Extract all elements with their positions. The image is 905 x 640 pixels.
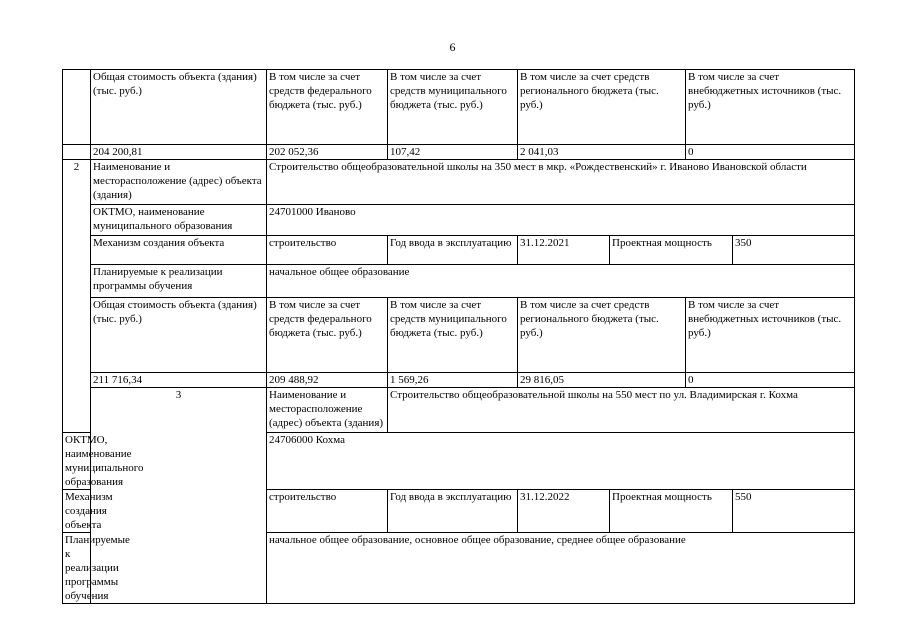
object3-programs: начальное общее образование, основное общее образование, среднее общее образование [267,533,855,604]
cost-regional-header: В том числе за счет средств регионального бюджета (тыс. руб.) [518,70,686,145]
commission-year-label: Год ввода в эксплуатацию [388,490,518,533]
object3-number: 3 [91,388,267,604]
object2-commission-date: 31.12.2021 [518,236,610,265]
cost-federal-header: В том числе за счет средств федерального бюджета (тыс. руб.) [267,298,388,373]
cost-total-header: Общая стоимость объекта (здания) (тыс. руб.) [91,298,267,373]
cost-municipal-value: 107,42 [388,145,518,160]
object2-oktmo: 24701000 Иваново [267,205,855,236]
object2-mechanism: строительство [267,236,388,265]
object3-name: Строительство общеобразовательной школы на 550 мест по ул. Владимирская г. Кохма [388,388,855,433]
oktmo-label: ОКТМО, наименование муниципального образования [63,433,91,490]
cost-regional-header: В том числе за счет средств регионального бюджета (тыс. руб.) [518,298,686,373]
object3-oktmo: 24706000 Кохма [267,433,855,490]
object2-capacity: 350 [733,236,855,265]
row-number-cell [63,145,91,160]
mechanism-label: Механизм создания объекта [63,490,91,533]
cost-municipal-value: 1 569,26 [388,373,518,388]
cost-total-value: 204 200,81 [91,145,267,160]
object2-number: 2 [63,160,91,433]
object2-programs: начальное общее образование [267,265,855,298]
objects-table [62,69,855,604]
object2-mechanism-row [63,236,855,265]
row-number-cell [63,70,91,145]
programs-label: Планируемые к реализации программы обучения [91,265,267,298]
object3-name-row [63,388,855,433]
object2-name: Строительство общеобразовательной школы на 350 мест в мкр. «Рождественский» г. Иваново Ивановской области [267,160,855,205]
capacity-label: Проектная мощность [610,490,733,533]
cost-municipal-header: В том числе за счет средств муниципального бюджета (тыс. руб.) [388,298,518,373]
cost-federal-value: 202 052,36 [267,145,388,160]
object1-cost-header-row [63,70,855,145]
cost-municipal-header: В том числе за счет средств муниципального бюджета (тыс. руб.) [388,70,518,145]
object2-cost-header-row [63,298,855,373]
cost-total-header: Общая стоимость объекта (здания) (тыс. руб.) [91,70,267,145]
cost-extra-header: В том числе за счет внебюджетных источников (тыс. руб.) [686,70,855,145]
object1-cost-values-row [63,145,855,160]
name-label: Наименование и месторасположение (адрес) объекта (здания) [267,388,388,433]
cost-regional-value: 29 816,05 [518,373,686,388]
object3-mechanism: строительство [267,490,388,533]
cost-federal-value: 209 488,92 [267,373,388,388]
cost-regional-value: 2 041,03 [518,145,686,160]
capacity-label: Проектная мощность [610,236,733,265]
name-label: Наименование и месторасположение (адрес) объекта (здания) [91,160,267,205]
object2-name-row [63,160,855,205]
object2-programs-row [63,265,855,298]
programs-label: Планируемые к реализации программы обучения [63,533,91,604]
cost-extra-value: 0 [686,145,855,160]
cost-extra-value: 0 [686,373,855,388]
cost-extra-header: В том числе за счет внебюджетных источников (тыс. руб.) [686,298,855,373]
cost-federal-header: В том числе за счет средств федерального бюджета (тыс. руб.) [267,70,388,145]
commission-year-label: Год ввода в эксплуатацию [388,236,518,265]
object2-cost-values-row [63,373,855,388]
object2-oktmo-row [63,205,855,236]
oktmo-label: ОКТМО, наименование муниципального образования [91,205,267,236]
object3-capacity: 550 [733,490,855,533]
object3-commission-date: 31.12.2022 [518,490,610,533]
page-number: 6 [449,40,456,54]
cost-total-value: 211 716,34 [91,373,267,388]
mechanism-label: Механизм создания объекта [91,236,267,265]
